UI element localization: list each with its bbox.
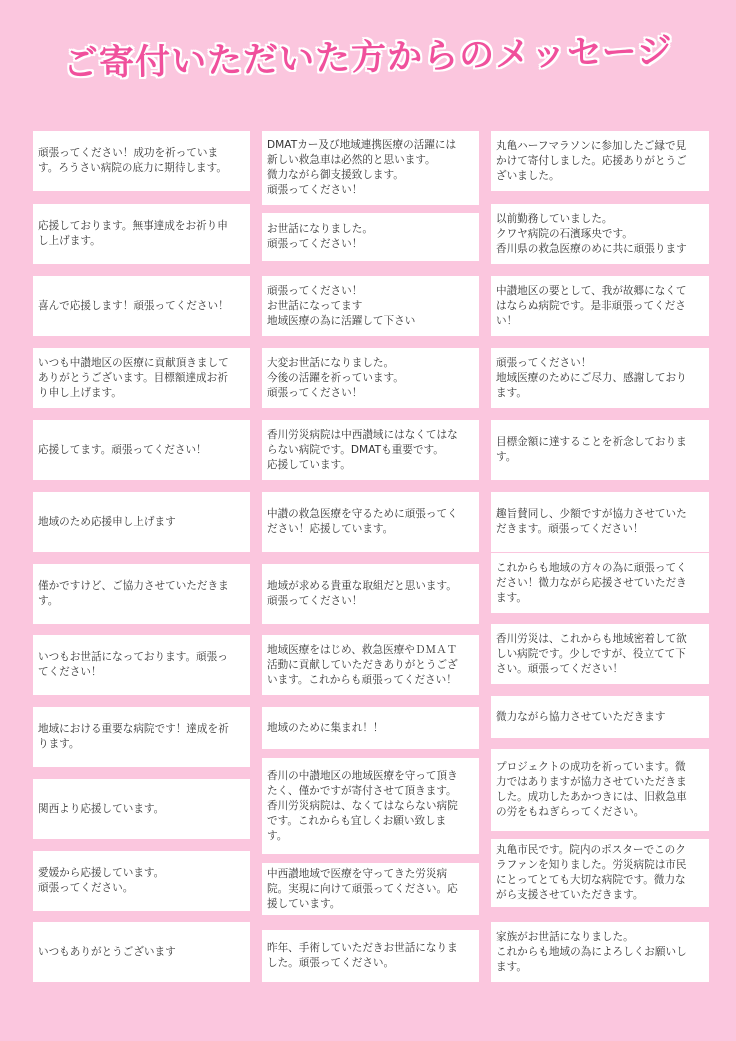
- message-card: [491, 348, 709, 408]
- message-card: [262, 707, 479, 749]
- message-text: 趣旨賛同し、少額ですが協力させていた だきます。頑張ってください！: [496, 508, 687, 535]
- message-card: [33, 564, 250, 624]
- message-text: 中西讃地域で医療を守ってきた労災病 院。実現に向けて頑張ってください。応 援しています。: [267, 867, 458, 910]
- message-text: 地域が求める貴重な取組だと思います。 頑張ってください！: [267, 580, 457, 607]
- message-card: [262, 758, 479, 854]
- message-text: 関西より応援しています。: [38, 802, 165, 815]
- message-text: これからも地域の方々の為に頑張ってく ださい！微力ながら応援させていただき ます。: [496, 561, 687, 604]
- message-card: [262, 564, 479, 624]
- message-text: 地域のため応援申し上げます: [38, 515, 176, 528]
- message-card: [33, 707, 250, 767]
- message-text: 応援しております。無事達成をお祈り申 し上げます。: [38, 220, 228, 247]
- message-card: [33, 276, 250, 336]
- message-text: いつもありがとうございます: [38, 945, 176, 958]
- message-text: 大変お世話になりました。 今後の活躍を祈っています。 頑張ってください！: [267, 356, 404, 399]
- page-title: ご寄付いただいた方からのメッセージ: [62, 31, 674, 85]
- message-text: 地域医療をはじめ、救急医療やＤＭＡＴ 活動に貢献していただきありがとうござ います。これからも頑張ってください！: [267, 643, 458, 686]
- message-card: [33, 204, 250, 264]
- message-text: 丸亀ハーフマラソンに参加したご縁で見 かけて寄付しました。応援ありがとうご ざいました。: [496, 139, 687, 182]
- message-card: [33, 348, 250, 408]
- message-card: [491, 492, 709, 552]
- message-card: [262, 276, 479, 336]
- message-card: [491, 131, 709, 191]
- message-text: 丸亀市民です。院内のポスターでこのク ラファンを知りました。労災病院は市民 にとってとても大切な病院です。微力な がら支援させていただきます。: [496, 844, 687, 901]
- message-text: DMATカー及び地域連携医療の活躍には 新しい救急車は必然的と思います。 微力ながら御支援致します。 頑張ってください！: [267, 139, 457, 196]
- message-card: [33, 131, 250, 191]
- message-text: 頑張ってください！ お世話になってます 地域医療の為に活躍して下さい: [267, 284, 416, 327]
- message-text: 以前勤務していました。 クワヤ病院の石濱琢央です。 香川県の救急医療のめに共に頑張ります: [496, 212, 687, 255]
- message-text: 僅かですけど、ご協力させていただきま す。: [38, 580, 229, 607]
- message-card: [491, 624, 709, 684]
- message-card: [262, 930, 479, 982]
- message-text: 愛媛から応援しています。 頑張ってください。: [38, 867, 165, 894]
- message-card: [33, 922, 250, 982]
- message-text: 香川労災は、これからも地域密着して欲 しい病院です。少しですが、役立てて下 さい。頑張ってください！: [496, 632, 687, 675]
- message-card: [33, 851, 250, 911]
- message-card: [491, 420, 709, 480]
- message-text: プロジェクトの成功を祈っています。微 力ではありますが協力させていただきま した。成功したあかつきには、旧救急車 の労をもねぎらってください。: [496, 761, 687, 818]
- message-text: 昨年、手術していただきお世話になりま した。頑張ってください。: [267, 942, 458, 969]
- message-card: [33, 635, 250, 695]
- message-text: 香川の中讃地区の地域医療を守って頂き たく、僅かですが寄付させて頂きます。 香川労災病院は、なくてはならない病院 です。これからも宜しくお願い致しま す。: [267, 769, 458, 842]
- message-card: [491, 204, 709, 264]
- message-card: [262, 492, 479, 552]
- message-text: 中讃の救急医療を守るために頑張ってく ださい！応援しています。: [267, 508, 458, 535]
- message-text: いつもお世話になっております。頑張っ てください！: [38, 651, 228, 678]
- message-text: いつも中讃地区の医療に貢献頂きまして ありがとうございます。目標額達成お祈 り申し上げます。: [38, 356, 229, 399]
- message-card: [491, 553, 709, 613]
- message-text: 地域における重要な病院です！達成を祈 ります。: [38, 723, 229, 750]
- message-card: [491, 922, 709, 982]
- message-card: [491, 696, 709, 738]
- message-card: [262, 213, 479, 261]
- message-card: [491, 839, 709, 907]
- message-text: 香川労災病院は中西讃域にはなくてはな らない病院です。DMATも重要です。 応援しています。: [267, 428, 458, 471]
- message-text: 地域のために集まれ！！: [267, 721, 384, 734]
- message-text: 応援してます。頑張ってください！: [38, 443, 207, 456]
- message-text: 中讃地区の要として、我が故郷になくて はならぬ病院です。是非頑張ってくださ い！: [496, 284, 687, 327]
- message-text: 頑張ってください！ 地域医療のためにご尽力、感謝しており ます。: [496, 356, 687, 399]
- message-text: 頑張ってください！成功を祈っていま す。ろうさい病院の底力に期待します。: [38, 147, 227, 174]
- message-card: [262, 420, 479, 480]
- message-card: [491, 749, 709, 831]
- message-card: [262, 348, 479, 408]
- message-card: [262, 635, 479, 695]
- message-card: [33, 492, 250, 552]
- message-card: [33, 420, 250, 480]
- message-text: 微力ながら協力させていただきます: [496, 710, 666, 723]
- message-text: 喜んで応援します！頑張ってください！: [38, 299, 229, 312]
- message-card: [491, 276, 709, 336]
- message-card: [262, 863, 479, 915]
- message-text: お世話になりました。 頑張ってください！: [267, 223, 373, 250]
- message-card: [262, 131, 479, 205]
- message-card: [33, 779, 250, 839]
- message-text: 家族がお世話になりました。 これからも地域の為によろしくお願いし ます。: [496, 930, 687, 973]
- message-text: 目標金額に達することを祈念しておりま す。: [496, 436, 687, 463]
